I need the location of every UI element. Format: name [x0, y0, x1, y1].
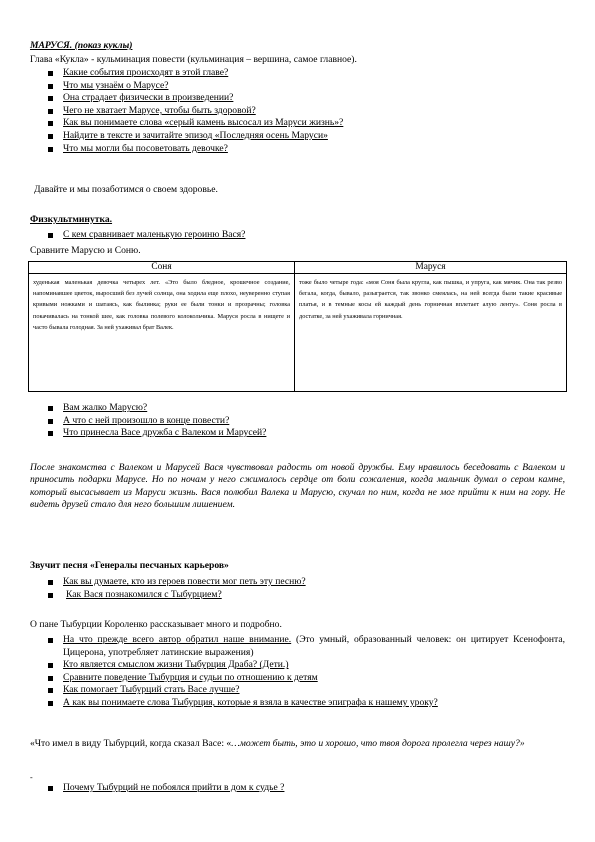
question-list-compare: [48, 229, 565, 242]
bullet-icon: [48, 109, 53, 114]
list-item: Найдите в тексте и зачитайте эпизод «Последняя осень Маруси»: [48, 130, 565, 143]
list-item: Что принесла Васе дружба с Валеком и Марусей?: [48, 427, 565, 440]
bullet-icon: [48, 431, 53, 436]
bullet-icon: [48, 593, 53, 598]
bullet-icon: [48, 688, 53, 693]
list-item: Что мы узнаём о Марусе?: [48, 80, 565, 93]
list-item: Сравните поведение Тыбурция и судьи по отношению к детям: [48, 672, 565, 685]
bullet-icon: [48, 419, 53, 424]
list-item: Как вы понимаете слова «серый камень высосал из Маруси жизнь»?: [48, 117, 565, 130]
list-item: Вам жалко Марусю?: [48, 402, 565, 415]
small-mark: -: [30, 773, 33, 782]
bullet-icon: [48, 96, 53, 101]
bullet-icon: [48, 638, 53, 643]
list-item: А что с ней произошло в конце повести?: [48, 415, 565, 428]
table-header-sonya: Соня: [29, 262, 295, 274]
list-item: Почему Тыбурций не побоялся прийти в дом к судье ?: [48, 782, 565, 795]
question-list-4: [48, 634, 565, 710]
list-item: Как Вася познакомился с Тыбурцием?: [48, 589, 565, 602]
list-item: Чего не хватает Марусе, чтобы быть здоровой?: [48, 105, 565, 118]
bullet-icon: [48, 121, 53, 126]
chapter-line: Глава «Кукла» - кульминация повести (кульминация – вершина, самое главное).: [30, 54, 357, 65]
table-cell-sonya: худенькая маленькая девочка четырех лет. «Это было бледное, крошечное создание, напоминавшее цветок, выросший без лучей солнца, она ходила еще плохо, неуверенно ступая кривыми ножками и шатаясь, как былинка; руки ее были тонки и прозрачны; головка покачивалась на тонкой шее, как головка полевого колокольчика. Маруся росла в нищете и часто бывала голодная. За ней ухаживал брат Валек.: [29, 274, 295, 392]
bullet-icon: [48, 676, 53, 681]
question-list-2: [48, 402, 565, 440]
list-item: Кто является смыслом жизни Тыбурция Драба? (Дети.): [48, 659, 565, 672]
bullet-icon: [48, 84, 53, 89]
list-item: Как вы думаете, кто из героев повести мог петь эту песню?: [48, 576, 565, 589]
bullet-icon: [48, 71, 53, 76]
list-item: А как вы понимаете слова Тыбурция, которые я взяла в качестве эпиграфа к нашему уроку?: [48, 697, 565, 710]
section-heading: МАРУСЯ. (показ куклы): [30, 40, 133, 51]
question-list-1: [48, 67, 565, 155]
comparison-table: [28, 261, 567, 392]
list-item: Что мы могли бы посоветовать девочке?: [48, 143, 565, 156]
list-item: Она страдает физически в произведении?: [48, 92, 565, 105]
question-list-5: [48, 782, 565, 795]
italic-paragraph: После знакомства с Валеком и Марусей Вася чувствовал радость от новой дружбы. Ему нравилось беседовать с Валеком и приносить подарки Марусе. Но по ночам у него сжималось сердце от боли сожаления, когда мальчик думал о сером камне, который высасывает из Маруси жизнь. Вася полюбил Валека и Марусю, скучал по ним, когда не мог прийти к ним на гору. Не видеть друзей стало для него большим лишением.: [30, 462, 565, 511]
list-item: С кем сравнивает маленькую героиню Вася?: [48, 229, 565, 242]
song-line: Звучит песня «Генералы песчаных карьеров»: [30, 560, 229, 571]
list-item: Какие события происходят в этой главе?: [48, 67, 565, 80]
tyburtsy-line: О пане Тыбурции Короленко рассказывает много и подробно.: [30, 619, 282, 630]
health-line: Давайте и мы позаботимся о своем здоровье.: [34, 184, 218, 195]
compare-line: Сравните Марусю и Соню.: [30, 245, 141, 256]
bullet-icon: [48, 580, 53, 585]
list-item: Как помогает Тыбурций стать Васе лучше?: [48, 684, 565, 697]
bullet-icon: [48, 134, 53, 139]
question-list-3: [48, 576, 565, 601]
bullet-icon: [48, 786, 53, 791]
table-cell-marusya: тоже было четыре года: «моя Соня была кругла, как пышка, и упруга, как мячик. Она так резво бегала, когда, бывало, разыграется, так звонко смеялась, на ней всегда были такие красивые платья, и в темные косы ей каждый день горничная вплетает алую ленту». Соня росла в достатке, за ней ухаживала горничная.: [295, 274, 567, 392]
table-header-marusya: Маруся: [295, 262, 567, 274]
fizkult-heading: Физкультминутка.: [30, 214, 113, 225]
list-item: На что прежде всего автор обратил наше внимание. (Это умный, образованный человек: он цитирует Ксенофонта, Цицерона, употребляет латинские выражения): [48, 634, 565, 659]
bullet-icon: [48, 233, 53, 238]
bullet-icon: [48, 147, 53, 152]
bullet-icon: [48, 406, 53, 411]
quote-paragraph: «Что имел в виду Тыбурций, когда сказал Васе: «…может быть, это и хорошо, что твоя дорога пролегла через нашу?»: [30, 738, 525, 749]
bullet-icon: [48, 701, 53, 706]
bullet-icon: [48, 663, 53, 668]
